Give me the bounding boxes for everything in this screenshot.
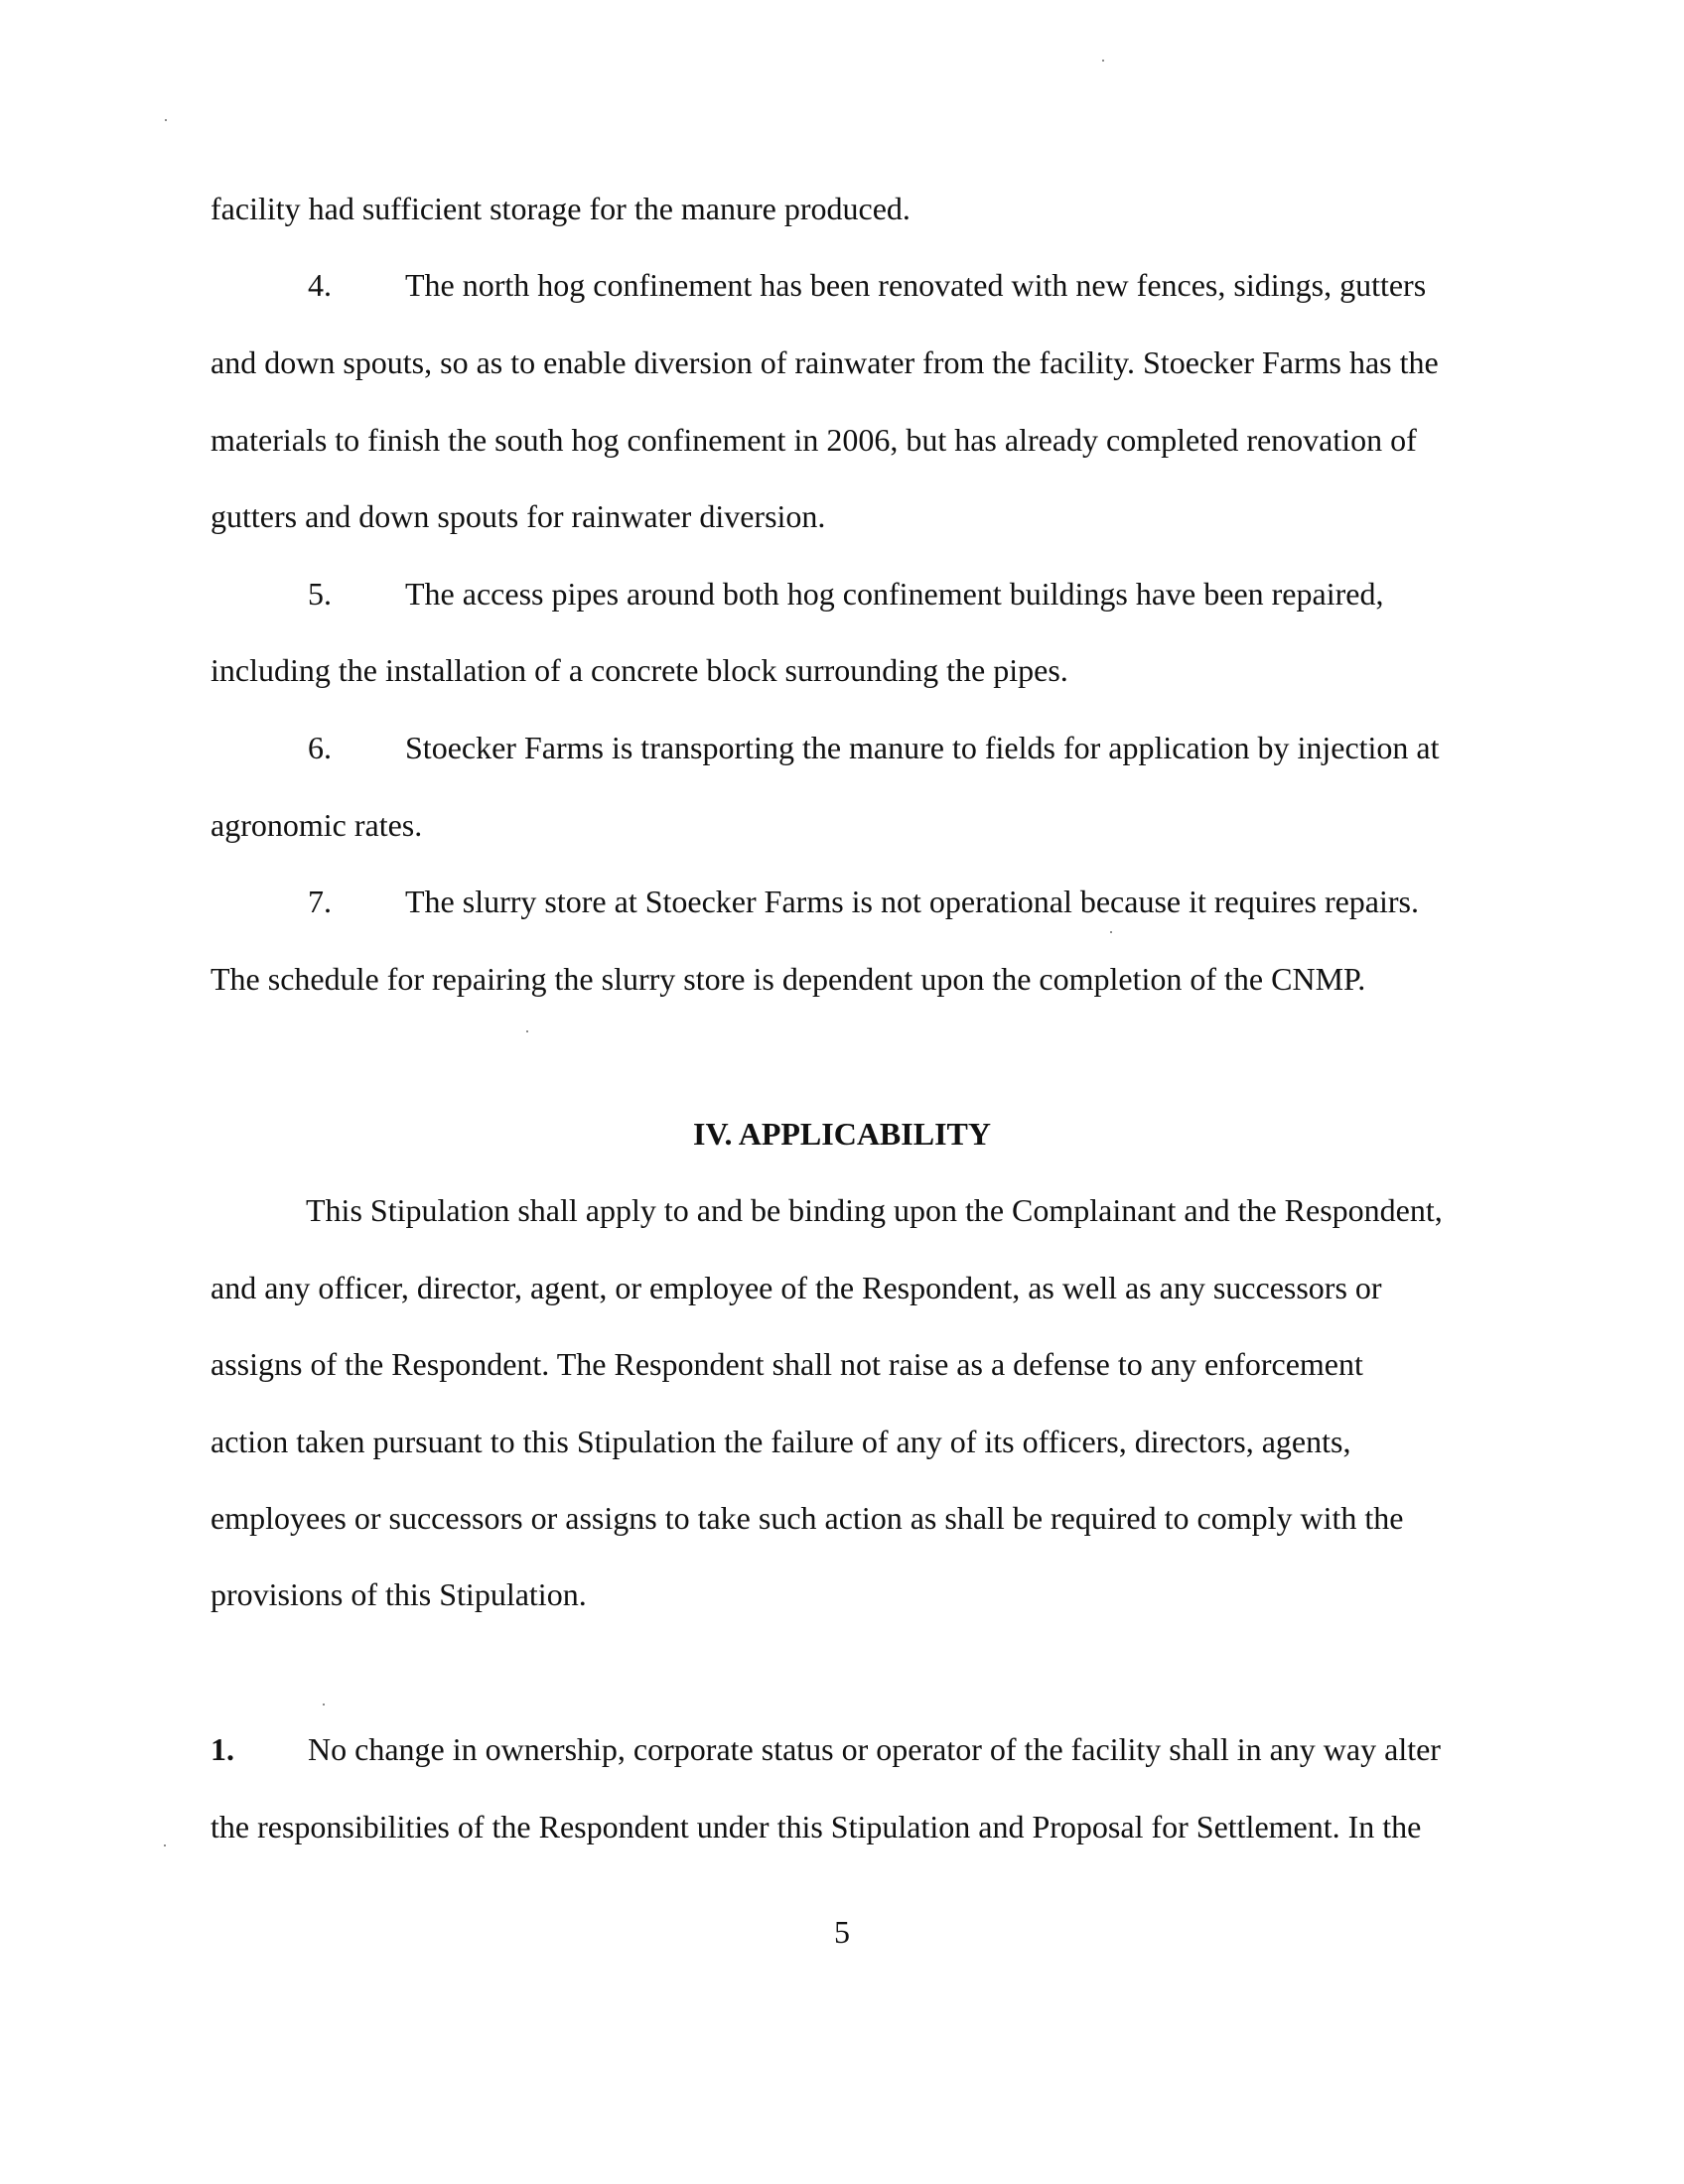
paragraph-line: including the installation of a concrete block surrounding the pipes. <box>210 652 1068 688</box>
paragraph-line: facility had sufficient storage for the manure produced. <box>210 191 911 226</box>
paragraph-line: agronomic rates. <box>210 807 423 843</box>
item-number: 5. <box>308 576 332 612</box>
clause-number: 1. <box>210 1731 234 1767</box>
paragraph-line: gutters and down spouts for rainwater diversion. <box>210 498 826 534</box>
scan-speck <box>165 119 167 121</box>
paragraph-line: The access pipes around both hog confinement buildings have been repaired, <box>405 576 1384 612</box>
item-number: 7. <box>308 884 332 919</box>
page-number: 5 <box>834 1914 850 1950</box>
paragraph-line: The north hog confinement has been renovated with new fences, sidings, gutters <box>405 267 1427 303</box>
paragraph-line: and any officer, director, agent, or employee of the Respondent, as well as any successors or <box>210 1270 1382 1305</box>
paragraph-line: This Stipulation shall apply to and be binding upon the Complainant and the Respondent, <box>306 1192 1443 1228</box>
scan-speck <box>1102 60 1104 62</box>
scan-speck <box>323 1704 325 1706</box>
paragraph-line: Stoecker Farms is transporting the manure to fields for application by injection at <box>405 730 1440 765</box>
paragraph-line: and down spouts, so as to enable diversion of rainwater from the facility. Stoecker Farms has the <box>210 344 1439 380</box>
paragraph-line: provisions of this Stipulation. <box>210 1576 587 1612</box>
paragraph-line: action taken pursuant to this Stipulation the failure of any of its officers, directors, agents, <box>210 1424 1351 1459</box>
paragraph-line: the responsibilities of the Respondent under this Stipulation and Proposal for Settlement. In the <box>210 1809 1422 1844</box>
paragraph-line: The schedule for repairing the slurry store is dependent upon the completion of the CNMP. <box>210 961 1366 997</box>
paragraph-line: No change in ownership, corporate status or operator of the facility shall in any way alter <box>308 1731 1441 1767</box>
scan-speck <box>526 1030 528 1032</box>
paragraph-line: materials to finish the south hog confinement in 2006, but has already completed renovation of <box>210 422 1417 458</box>
section-heading: IV. APPLICABILITY <box>693 1116 991 1152</box>
item-number: 4. <box>308 267 332 303</box>
paragraph-line: The slurry store at Stoecker Farms is not operational because it requires repairs. <box>405 884 1419 919</box>
scan-speck <box>164 1844 166 1846</box>
paragraph-line: assigns of the Respondent. The Respondent shall not raise as a defense to any enforcement <box>210 1346 1363 1382</box>
paragraph-line: employees or successors or assigns to take such action as shall be required to comply with the <box>210 1500 1404 1536</box>
item-number: 6. <box>308 730 332 765</box>
scan-speck <box>1110 931 1112 933</box>
